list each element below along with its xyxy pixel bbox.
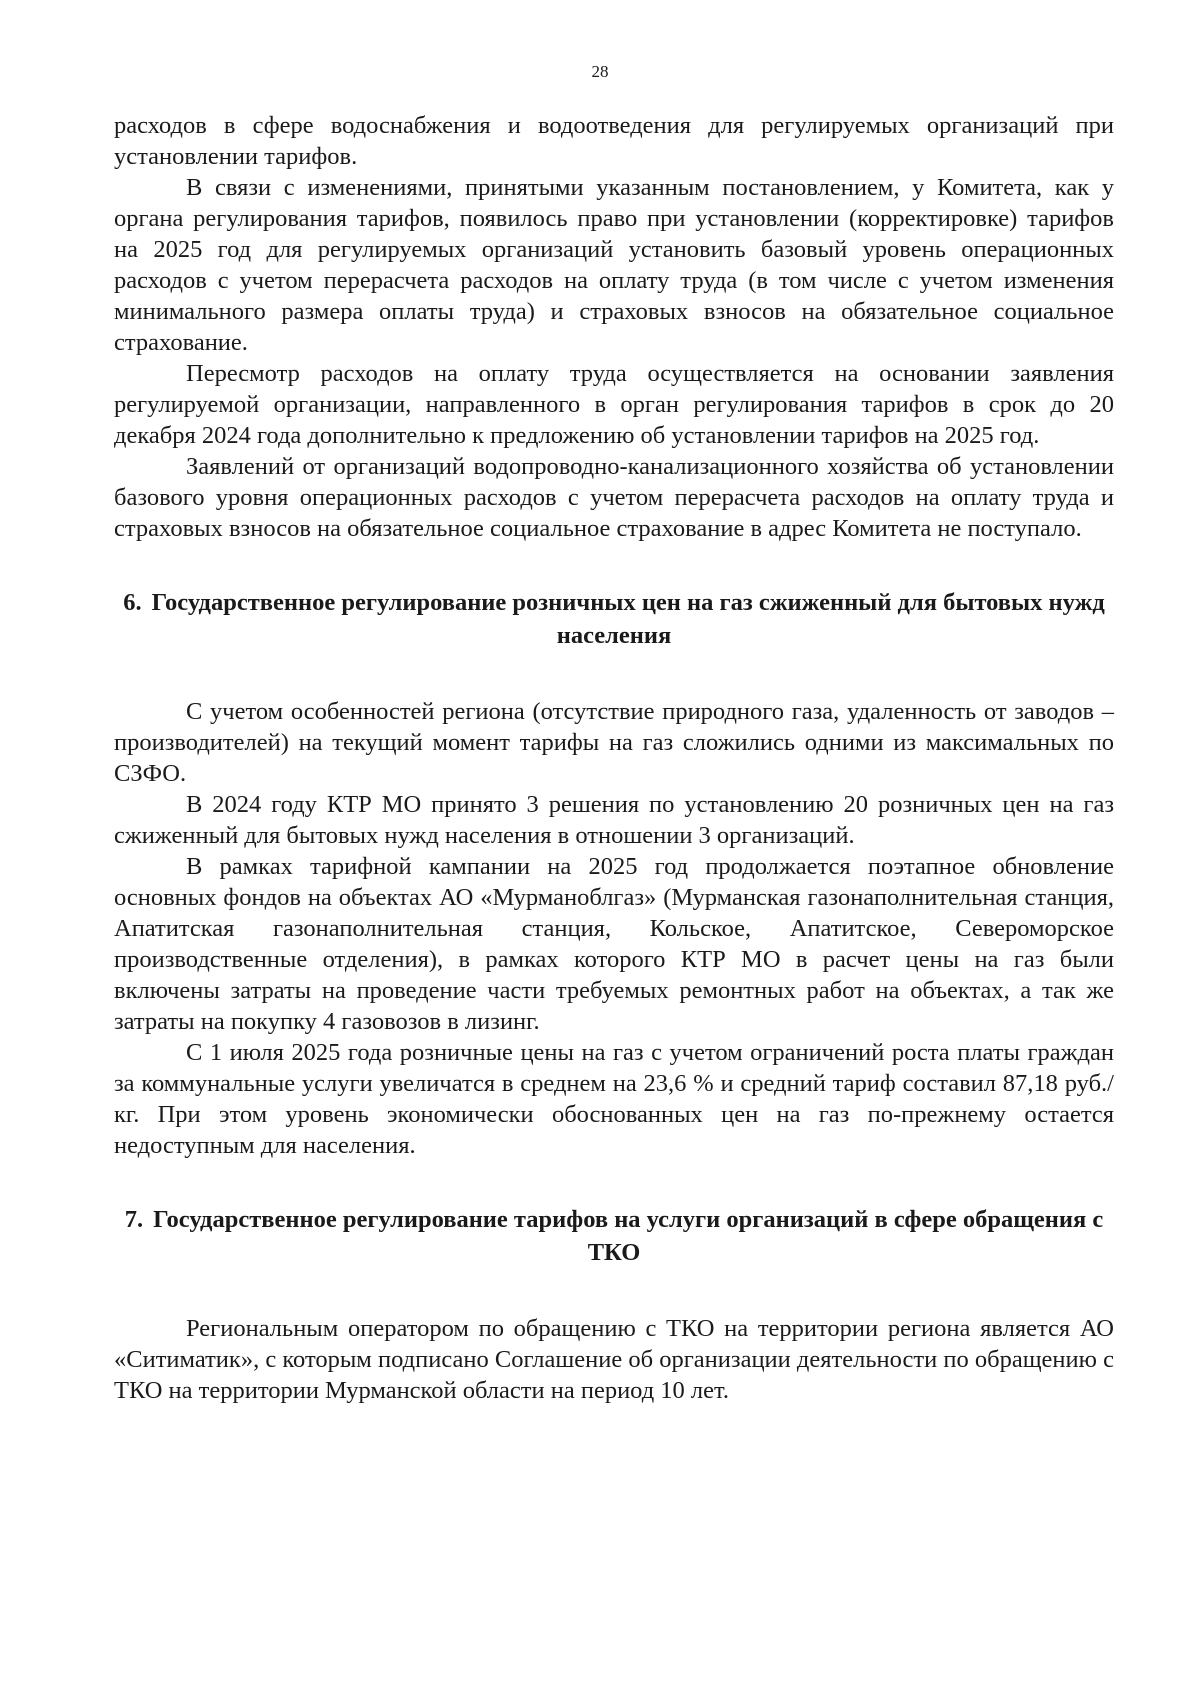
document-body bbox=[114, 110, 1114, 1406]
paragraph: Заявлений от организаций водопроводно-канализационного хозяйства об установлении базового уровня операционных расходов с учетом перерасчета расходов на оплату труда и страховых взносов на обязательное социальное страхование в адрес Комитета не поступало. bbox=[114, 453, 1114, 542]
paragraph: В рамках тарифной кампании на 2025 год продолжается поэтапное обновление основных фондов на объектах АО «Мурманоблгаз» (Мурманская газонаполнительная станция, Апатитская газонаполнительная станция, Кольское, Апатитское, Североморское производственные отделения), в рамках которого КТР МО в расчет цены на газ были включены затраты на проведение части требуемых ремонтных работ на объектах, а так же затраты на покупку 4 газовозов в лизинг. bbox=[114, 853, 1114, 1035]
section-6-heading bbox=[114, 586, 1114, 652]
section-6-number: 6. bbox=[123, 589, 142, 616]
section-7-title: Государственное регулирование тарифов на услуги организаций в сфере обращения с ТКО bbox=[153, 1206, 1104, 1266]
section-6-title: Государственное регулирование розничных цен на газ сжиженный для бытовых нужд населения bbox=[151, 589, 1105, 649]
paragraph: В связи с изменениями, принятыми указанным постановлением, у Комитета, как у органа регулирования тарифов, появилось право при установлении (корректировке) тарифов на 2025 год для регулируемых организаций установить базовый уровень операционных расходов с учетом перерасчета расходов на оплату труда (в том числе с учетом изменения минимального размера оплаты труда) и страховых взносов на обязательное социальное страхование. bbox=[114, 174, 1114, 356]
paragraph: Пересмотр расходов на оплату труда осуществляется на основании заявления регулируемой организации, направленного в орган регулирования тарифов в срок до 20 декабря 2024 года дополнительно к предложению об установлении тарифов на 2025 год. bbox=[114, 360, 1114, 449]
paragraph: С учетом особенностей региона (отсутствие природного газа, удаленность от заводов – производителей) на текущий момент тарифы на газ сложились одними из максимальных по СЗФО. bbox=[114, 698, 1114, 787]
paragraph-continued: расходов в сфере водоснабжения и водоотведения для регулируемых организаций при установлении тарифов. bbox=[114, 112, 1114, 170]
paragraph: В 2024 году КТР МО принято 3 решения по установлению 20 розничных цен на газ сжиженный для бытовых нужд населения в отношении 3 организаций. bbox=[114, 791, 1114, 849]
section-7-heading bbox=[114, 1203, 1114, 1269]
paragraph: С 1 июля 2025 года розничные цены на газ с учетом ограничений роста платы граждан за коммунальные услуги увеличатся в среднем на 23,6 % и средний тариф составил 87,18 руб./кг. При этом уровень экономически обоснованных цен на газ по-прежнему остается недоступным для населения. bbox=[114, 1039, 1114, 1159]
section-7-number: 7. bbox=[124, 1206, 144, 1233]
page-number: 28 bbox=[591, 62, 609, 81]
paragraph: Региональным оператором по обращению с ТКО на территории региона является АО «Ситиматик», с которым подписано Соглашение об организации деятельности по обращению с ТКО на территории Мурманской области на период 10 лет. bbox=[114, 1315, 1114, 1404]
